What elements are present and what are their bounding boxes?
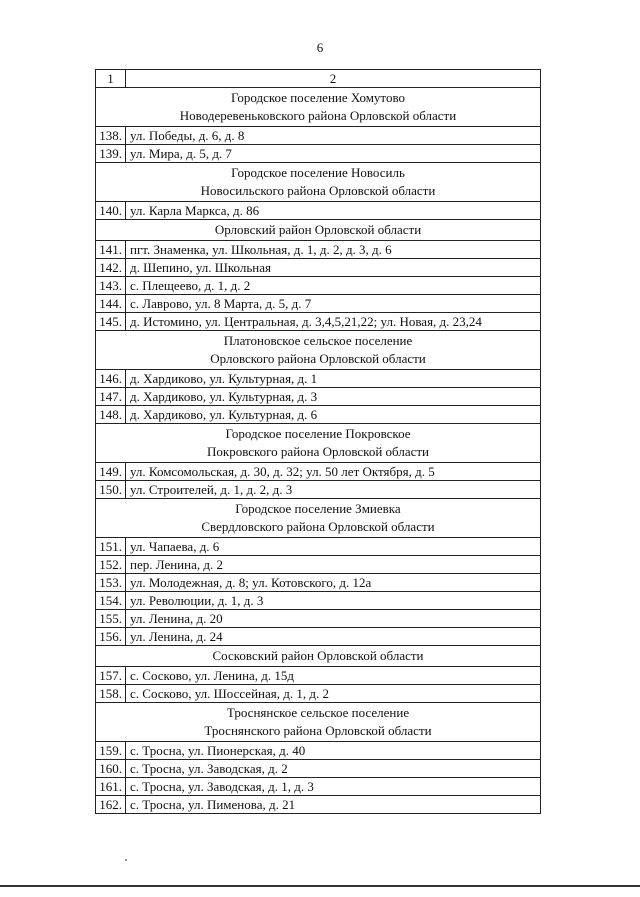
row-address: с. Тросна, ул. Пионерская, д. 40	[126, 742, 541, 760]
table-row	[96, 667, 541, 685]
table-row	[96, 277, 541, 295]
table-row	[96, 742, 541, 760]
row-number: 156.	[96, 628, 126, 646]
row-number: 160.	[96, 760, 126, 778]
table-row	[96, 259, 541, 277]
section-title-line: Троснянское сельское поселение	[226, 705, 410, 720]
section-header-row	[96, 163, 541, 202]
table-row	[96, 538, 541, 556]
row-address: ул. Комсомольская, д. 30, д. 32; ул. 50 лет Октября, д. 5	[126, 463, 541, 481]
row-number: 162.	[96, 796, 126, 814]
row-number: 150.	[96, 481, 126, 499]
row-address: с. Тросна, ул. Заводская, д. 1, д. 3	[126, 778, 541, 796]
bottom-rule	[0, 885, 640, 887]
section-title	[96, 499, 541, 538]
table-row	[96, 685, 541, 703]
section-title-line: Городское поселение Хомутово	[231, 90, 405, 105]
section-header-row	[96, 331, 541, 370]
table-row	[96, 556, 541, 574]
section-title-line: Новодеревеньковского района Орловской области	[179, 108, 457, 123]
section-title-line: Новосильского района Орловской области	[200, 183, 436, 198]
row-number: 141.	[96, 241, 126, 259]
row-address: ул. Победы, д. 6, д. 8	[126, 127, 541, 145]
row-number: 138.	[96, 127, 126, 145]
row-number: 145.	[96, 313, 126, 331]
section-title	[96, 703, 541, 742]
row-address: с. Сосково, ул. Ленина, д. 15д	[126, 667, 541, 685]
table-body	[96, 88, 541, 814]
row-number: 159.	[96, 742, 126, 760]
section-title-line: Свердловского района Орловской области	[201, 519, 435, 534]
section-header-row	[96, 220, 541, 241]
section-title	[96, 163, 541, 202]
table-row	[96, 370, 541, 388]
row-number: 143.	[96, 277, 126, 295]
section-header-row	[96, 646, 541, 667]
table-row	[96, 778, 541, 796]
section-title-line: Троснянского района Орловской области	[204, 723, 432, 738]
row-number: 153.	[96, 574, 126, 592]
row-number: 146.	[96, 370, 126, 388]
row-address: с. Тросна, ул. Заводская, д. 2	[126, 760, 541, 778]
row-number: 158.	[96, 685, 126, 703]
section-title	[96, 646, 541, 667]
section-title	[96, 220, 541, 241]
row-address: с. Плещеево, д. 1, д. 2	[126, 277, 541, 295]
row-address: ул. Революции, д. 1, д. 3	[126, 592, 541, 610]
row-number: 155.	[96, 610, 126, 628]
table-row	[96, 145, 541, 163]
table-header-row	[96, 70, 541, 88]
section-header-row	[96, 424, 541, 463]
row-number: 144.	[96, 295, 126, 313]
row-address: пгт. Знаменка, ул. Школьная, д. 1, д. 2, д. 3, д. 6	[126, 241, 541, 259]
section-header-row	[96, 499, 541, 538]
row-address: с. Лаврово, ул. 8 Марта, д. 5, д. 7	[126, 295, 541, 313]
row-address: ул. Мира, д. 5, д. 7	[126, 145, 541, 163]
row-number: 148.	[96, 406, 126, 424]
table-row	[96, 574, 541, 592]
section-header-row	[96, 88, 541, 127]
section-title-line: Сосковский район Орловской области	[212, 648, 424, 663]
section-header-row	[96, 703, 541, 742]
table-row	[96, 796, 541, 814]
row-number: 151.	[96, 538, 126, 556]
row-number: 157.	[96, 667, 126, 685]
row-address: ул. Молодежная, д. 8; ул. Котовского, д. 12а	[126, 574, 541, 592]
table-row	[96, 592, 541, 610]
table-row	[96, 481, 541, 499]
row-number: 139.	[96, 145, 126, 163]
table-row	[96, 406, 541, 424]
section-title-line: Платоновское сельское поселение	[223, 333, 413, 348]
row-address: ул. Чапаева, д. 6	[126, 538, 541, 556]
address-table	[95, 69, 541, 814]
section-title-line: Покровского района Орловской области	[206, 444, 429, 459]
table-row	[96, 628, 541, 646]
row-address: д. Хардиково, ул. Культурная, д. 6	[126, 406, 541, 424]
row-number: 149.	[96, 463, 126, 481]
section-title	[96, 331, 541, 370]
table-row	[96, 127, 541, 145]
table-row	[96, 760, 541, 778]
row-address: д. Истомино, ул. Центральная, д. 3,4,5,21,22; ул. Новая, д. 23,24	[126, 313, 541, 331]
table-row	[96, 295, 541, 313]
row-number: 154.	[96, 592, 126, 610]
section-title	[96, 88, 541, 127]
row-address: д. Шепино, ул. Школьная	[126, 259, 541, 277]
section-title-line: Орловского района Орловской области	[210, 351, 426, 366]
row-number: 161.	[96, 778, 126, 796]
section-title-line: Городское поселение Новосиль	[231, 165, 405, 180]
table-row	[96, 313, 541, 331]
row-address: д. Хардиково, ул. Культурная, д. 3	[126, 388, 541, 406]
header-col-address: 2	[126, 70, 541, 88]
row-address: с. Сосково, ул. Шоссейная, д. 1, д. 2	[126, 685, 541, 703]
table-row	[96, 202, 541, 220]
row-address: ул. Строителей, д. 1, д. 2, д. 3	[126, 481, 541, 499]
table-row	[96, 463, 541, 481]
row-number: 152.	[96, 556, 126, 574]
page-number: 6	[316, 40, 324, 55]
row-address: пер. Ленина, д. 2	[126, 556, 541, 574]
row-address: ул. Ленина, д. 20	[126, 610, 541, 628]
header-col-number: 1	[96, 70, 126, 88]
row-address: ул. Карла Маркса, д. 86	[126, 202, 541, 220]
scan-speck	[125, 859, 127, 861]
row-address: с. Тросна, ул. Пименова, д. 21	[126, 796, 541, 814]
row-number: 140.	[96, 202, 126, 220]
section-title	[96, 424, 541, 463]
row-number: 147.	[96, 388, 126, 406]
row-address: ул. Ленина, д. 24	[126, 628, 541, 646]
table-row	[96, 610, 541, 628]
section-title-line: Городское поселение Покровское	[225, 426, 411, 441]
section-title-line: Городское поселение Змиевка	[235, 501, 401, 516]
table-row	[96, 241, 541, 259]
row-number: 142.	[96, 259, 126, 277]
section-title-line: Орловский район Орловской области	[214, 222, 422, 237]
row-address: д. Хардиково, ул. Культурная, д. 1	[126, 370, 541, 388]
table-row	[96, 388, 541, 406]
